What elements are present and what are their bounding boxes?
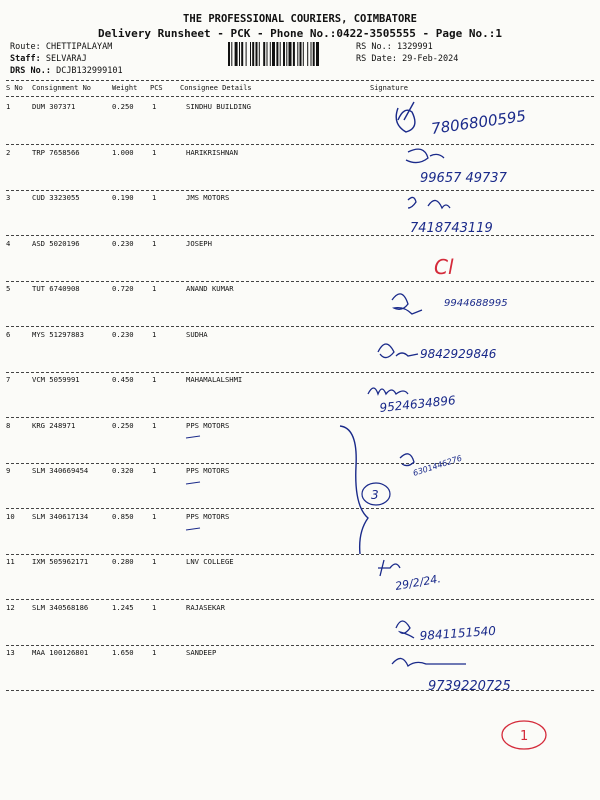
barcode-bar	[313, 42, 315, 66]
cell-sno: 5	[6, 284, 11, 293]
cell-consignee: SANDEEP	[186, 648, 217, 657]
cell-consignee: PPS MOTORS	[186, 466, 230, 475]
rs-date-label: RS Date:	[356, 54, 397, 64]
cell-pcs: 1	[152, 511, 157, 521]
barcode-bar	[239, 42, 240, 66]
cell-pcs: 1	[152, 466, 157, 475]
barcode	[228, 42, 350, 66]
col-weight: Weight	[112, 84, 138, 92]
phone-row6: 9842929846	[420, 347, 497, 361]
barcode-bar	[307, 42, 308, 66]
rs-no-line	[356, 42, 433, 52]
date-row11: 29/2/24.	[394, 572, 442, 593]
row-divider	[6, 645, 594, 646]
route-value: CHETTIPALAYAM	[45, 42, 113, 52]
row-divider	[6, 190, 594, 191]
cell-weight: 0.250	[112, 420, 134, 430]
cell-sno: 6	[6, 329, 11, 339]
table-row	[6, 512, 594, 556]
cell-consignee: SUDHA	[186, 329, 208, 339]
barcode-bar	[316, 42, 319, 66]
row-divider	[6, 326, 594, 327]
table-row	[6, 284, 594, 328]
cell-pcs: 1	[152, 329, 157, 339]
cell-consignee: JMS MOTORS	[186, 193, 230, 202]
cell-pcs: 1	[152, 420, 157, 430]
cell-weight: 0.850	[112, 511, 134, 521]
col-sno: S No	[6, 84, 23, 92]
cell-weight: 0.720	[112, 284, 134, 293]
staff-label: Staff:	[10, 54, 41, 64]
page-number-circle	[502, 721, 546, 749]
cell-consignee: RAJASEKAR	[186, 602, 225, 612]
cell-consignee: ANAND KUMAR	[186, 284, 234, 293]
cell-pcs: 1	[152, 602, 157, 612]
cell-consignee: JOSEPH	[186, 238, 212, 248]
table-row	[6, 557, 594, 601]
row-divider	[6, 463, 594, 464]
cell-pcs: 1	[152, 193, 157, 202]
row-divider	[6, 281, 594, 282]
staff-line	[10, 54, 87, 64]
barcode-bar	[231, 42, 232, 66]
cell-weight: 1.650	[112, 648, 134, 657]
rs-no-label: RS No.:	[356, 42, 392, 52]
phone-row2: 99657 49737	[420, 171, 507, 186]
cell-weight: 0.320	[112, 466, 134, 475]
barcode-bar	[280, 42, 281, 66]
drs-line	[10, 66, 123, 76]
cell-sno: 3	[6, 193, 11, 202]
barcode-bar	[252, 42, 254, 66]
col-consignee: Consignee Details	[180, 84, 252, 92]
table-row	[6, 375, 594, 419]
barcode-bar	[272, 42, 275, 66]
barcode-bar	[263, 42, 265, 66]
barcode-bar	[300, 42, 302, 66]
cell-consignment: VCM 5059991	[32, 375, 80, 384]
barcode-bar	[297, 42, 298, 66]
col-signature: Signature	[370, 84, 408, 92]
cell-sno: 9	[6, 466, 11, 475]
cell-consignment: SLM 340669454	[32, 466, 89, 475]
barcode-bar	[311, 42, 312, 66]
phone-row1: 7806800595	[430, 106, 528, 138]
header-top-rule	[6, 80, 594, 81]
bracket-mark: 3	[371, 488, 379, 502]
phone-row13: 9739220725	[428, 679, 511, 694]
cell-pcs: 1	[152, 375, 157, 384]
rs-no-value: 1329991	[396, 42, 433, 52]
cell-weight: 0.450	[112, 375, 134, 384]
cell-consignment: TUT 6740908	[32, 284, 80, 293]
cell-pcs: 1	[152, 557, 157, 566]
drs-label: DRS No.:	[10, 66, 51, 76]
phone-row5: 9944688995	[444, 298, 508, 309]
cell-sno: 4	[6, 238, 11, 248]
table-row	[6, 466, 594, 510]
page-circle-mark: 1	[520, 729, 529, 744]
cell-consignee: LNV COLLEGE	[186, 557, 234, 566]
cell-pcs: 1	[152, 147, 157, 157]
cell-weight: 0.280	[112, 557, 134, 566]
cell-sno: 2	[6, 147, 11, 157]
table-row	[6, 603, 594, 647]
cell-consignment: DUM 307371	[32, 102, 76, 111]
cell-weight: 1.000	[112, 147, 134, 157]
cell-pcs: 1	[152, 238, 157, 248]
cell-sno: 7	[6, 375, 11, 384]
col-pcs: PCS	[150, 84, 163, 92]
cell-consignment: SLM 340568186	[32, 602, 89, 612]
cell-pcs: 1	[152, 102, 157, 111]
cell-consignee: SINDHU BUILDING	[186, 102, 251, 111]
cell-consignee: PPS MOTORS	[186, 511, 230, 521]
table-row	[6, 421, 594, 465]
col-consignment: Consignment No	[32, 84, 92, 92]
cell-consignee: HARIKRISHNAN	[186, 147, 238, 157]
rs-date-line	[356, 54, 458, 64]
row-divider	[6, 508, 594, 509]
cell-weight: 0.250	[112, 102, 134, 111]
header-bottom-rule	[6, 96, 594, 97]
phone-row3: 7418743119	[410, 221, 493, 236]
cell-sno: 13	[6, 648, 15, 657]
drs-value: DCJB132999101	[56, 66, 123, 76]
phone-row12: 9841151540	[419, 623, 497, 643]
cell-pcs: 1	[152, 648, 157, 657]
cell-weight: 0.190	[112, 193, 134, 202]
cell-weight: 1.245	[112, 602, 134, 612]
cell-consignment: KRG 248971	[32, 420, 76, 430]
row-divider	[6, 235, 594, 236]
barcode-bar	[270, 42, 271, 66]
barcode-bar	[289, 42, 292, 66]
cell-consignment: MYS 51297883	[32, 329, 84, 339]
cell-consignee: MAHAMALALSHMI	[186, 375, 243, 384]
table-row	[6, 330, 594, 374]
mark-row4: Cl	[434, 255, 454, 279]
cell-pcs: 1	[152, 284, 157, 293]
barcode-bar	[276, 42, 278, 66]
barcode-bar	[303, 42, 304, 66]
barcode-bar	[283, 42, 285, 66]
cell-consignment: SLM 340617134	[32, 511, 89, 521]
barcode-bar	[267, 42, 268, 66]
barcode-bar	[259, 42, 260, 66]
row-divider	[6, 690, 594, 691]
rs-date-value: 29-Feb-2024	[402, 54, 459, 64]
table-row	[6, 102, 594, 146]
barcode-bar	[246, 42, 247, 66]
table-row	[6, 239, 594, 283]
runsheet-title: Delivery Runsheet - PCK - Phone No.:0422-3505555 - Page No.:1	[98, 27, 502, 40]
staff-value: SELVARAJ	[45, 54, 87, 64]
row-divider	[6, 554, 594, 555]
phone-row9: 6301446276	[411, 453, 464, 478]
cell-sno: 12	[6, 602, 15, 612]
barcode-bar	[256, 42, 258, 66]
table-row	[6, 193, 594, 237]
cell-sno: 10	[6, 511, 15, 521]
table-header	[6, 84, 594, 96]
cell-consignment: MAA 100126801	[32, 648, 89, 657]
barcode-bar	[286, 42, 287, 66]
cell-consignment: ASD 5020196	[32, 238, 80, 248]
cell-consignment: IXM 505962171	[32, 557, 89, 566]
cell-consignment: CUD 3323055	[32, 193, 80, 202]
row-divider	[6, 417, 594, 418]
barcode-bar	[241, 42, 243, 66]
row-divider	[6, 144, 594, 145]
barcode-bar	[293, 42, 295, 66]
cell-sno: 8	[6, 420, 11, 430]
table-row	[6, 648, 594, 692]
row-divider	[6, 372, 594, 373]
barcode-bar	[250, 42, 251, 66]
phone-row7: 9524634896	[378, 393, 457, 415]
cell-consignee: PPS MOTORS	[186, 420, 230, 430]
barcode-bar	[235, 42, 238, 66]
company-name: THE PROFESSIONAL COURIERS, COIMBATORE	[183, 13, 417, 25]
cell-weight: 0.230	[112, 238, 134, 248]
cell-sno: 11	[6, 557, 15, 566]
cell-consignment: TRP 7658566	[32, 147, 80, 157]
cell-sno: 1	[6, 102, 11, 111]
route-label: Route:	[10, 42, 41, 52]
barcode-bar	[228, 42, 230, 66]
route-line	[10, 42, 112, 52]
cell-weight: 0.230	[112, 329, 134, 339]
row-divider	[6, 599, 594, 600]
table-row	[6, 148, 594, 192]
